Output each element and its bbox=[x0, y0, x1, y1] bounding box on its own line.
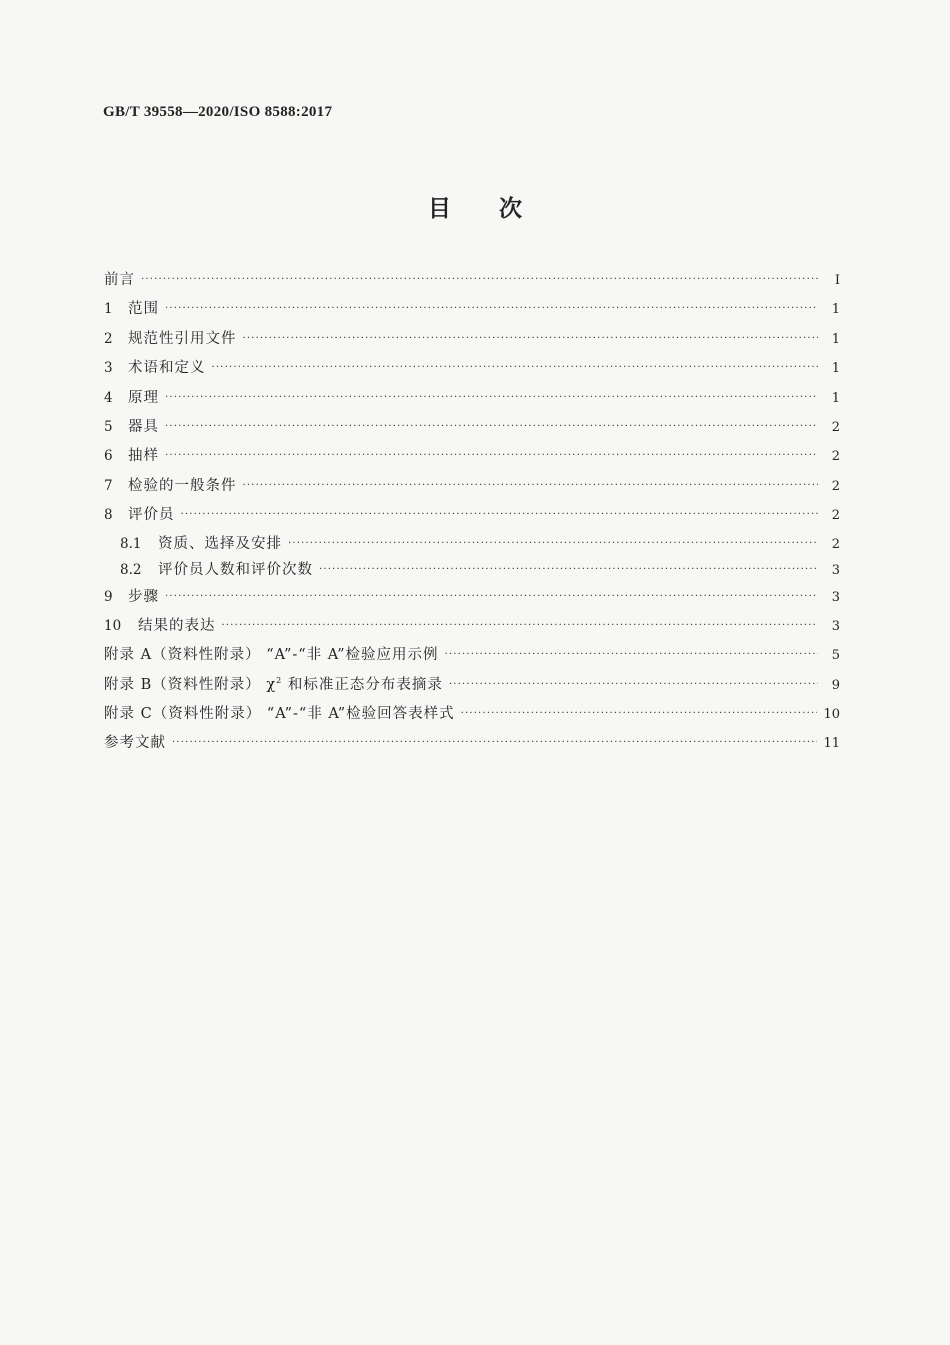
toc-label: 范围 bbox=[128, 301, 159, 318]
toc-label: 资质、选择及安排 bbox=[158, 535, 282, 552]
toc-page-number: 3 bbox=[831, 562, 840, 578]
toc-number: 5 bbox=[104, 418, 113, 435]
toc-number: 2 bbox=[104, 330, 113, 347]
toc-leader bbox=[165, 441, 818, 470]
toc-number: 7 bbox=[104, 477, 113, 494]
toc-leader bbox=[212, 353, 819, 382]
toc-leader bbox=[165, 294, 818, 323]
toc-entry-4[interactable] bbox=[104, 384, 840, 413]
toc-page-number: 11 bbox=[823, 736, 840, 752]
toc-label: 前言 bbox=[104, 272, 135, 288]
toc-page-number: 5 bbox=[831, 648, 840, 664]
table-of-contents bbox=[104, 266, 840, 759]
toc-label: 附录 A（资料性附录） “A”-“非 A”检验应用示例 bbox=[104, 647, 439, 664]
toc-number: 6 bbox=[104, 448, 113, 465]
toc-number: 10 bbox=[104, 617, 122, 634]
toc-label: 步骤 bbox=[128, 588, 159, 605]
toc-label: 检验的一般条件 bbox=[128, 477, 237, 494]
toc-label: 评价员 bbox=[128, 507, 175, 524]
title-char-2: 次 bbox=[499, 196, 522, 222]
superscript: 2 bbox=[276, 675, 283, 685]
toc-entry-6[interactable] bbox=[104, 442, 840, 471]
toc-page-number: 3 bbox=[831, 618, 840, 634]
toc-page-number: 1 bbox=[831, 302, 840, 318]
toc-entry-8-1[interactable] bbox=[104, 531, 840, 557]
toc-entry-bibliography[interactable] bbox=[104, 729, 840, 758]
toc-label: 结果的表达 bbox=[138, 617, 216, 634]
toc-leader bbox=[243, 471, 819, 500]
toc-entry-3[interactable] bbox=[104, 354, 840, 383]
toc-entry-annex-a[interactable] bbox=[104, 641, 840, 670]
toc-number: 3 bbox=[104, 360, 113, 377]
toc-entry-2[interactable] bbox=[104, 325, 840, 354]
toc-number: 8.2 bbox=[120, 561, 142, 578]
toc-page-number: 2 bbox=[831, 419, 840, 435]
title-char-1: 目 bbox=[428, 196, 451, 222]
toc-label: 原理 bbox=[128, 389, 159, 406]
toc-page-number: 1 bbox=[831, 361, 840, 377]
toc-label-prefix: 附录 B（资料性附录） χ bbox=[104, 676, 277, 693]
toc-entry-1[interactable] bbox=[104, 295, 840, 324]
toc-label: 规范性引用文件 bbox=[128, 330, 237, 347]
toc-number: 8 bbox=[104, 507, 113, 524]
toc-page-number: 10 bbox=[823, 707, 840, 723]
toc-leader bbox=[172, 728, 817, 757]
toc-entry-5[interactable] bbox=[104, 413, 840, 442]
toc-page-number: 2 bbox=[831, 449, 840, 465]
toc-label bbox=[104, 671, 443, 700]
standard-code: GB/T 39558—2020/ISO 8588:2017 bbox=[103, 104, 333, 120]
toc-page-number: 1 bbox=[831, 331, 840, 347]
toc-leader bbox=[461, 699, 818, 728]
toc-entry-8-2[interactable] bbox=[104, 557, 840, 583]
toc-leader bbox=[165, 582, 818, 611]
toc-leader bbox=[243, 324, 819, 353]
toc-page-number: 2 bbox=[831, 536, 840, 552]
toc-label: 抽样 bbox=[128, 448, 159, 465]
toc-page-number: 9 bbox=[831, 677, 840, 693]
toc-leader bbox=[445, 640, 818, 669]
toc-page-number: 2 bbox=[831, 508, 840, 524]
toc-label: 评价员人数和评价次数 bbox=[158, 561, 313, 578]
toc-leader bbox=[222, 611, 819, 640]
toc-leader bbox=[165, 383, 818, 412]
toc-entry-10[interactable] bbox=[104, 612, 840, 641]
toc-leader bbox=[319, 557, 818, 583]
toc-entry-foreword[interactable] bbox=[104, 266, 840, 295]
toc-leader bbox=[288, 531, 818, 557]
toc-entry-7[interactable] bbox=[104, 472, 840, 501]
toc-label: 参考文献 bbox=[104, 735, 166, 752]
toc-page-number: I bbox=[834, 273, 840, 288]
toc-number: 4 bbox=[104, 389, 113, 406]
toc-entry-9[interactable] bbox=[104, 583, 840, 612]
toc-leader bbox=[165, 412, 818, 441]
toc-entry-annex-c[interactable] bbox=[104, 700, 840, 729]
toc-page-number: 2 bbox=[831, 478, 840, 494]
toc-entry-8[interactable] bbox=[104, 501, 840, 530]
toc-entry-annex-b[interactable] bbox=[104, 671, 840, 700]
page-title bbox=[0, 190, 950, 223]
toc-leader bbox=[181, 500, 819, 529]
toc-number: 8.1 bbox=[120, 535, 142, 552]
toc-number: 1 bbox=[104, 301, 113, 318]
toc-label: 附录 C（资料性附录） “A”-“非 A”检验回答表样式 bbox=[104, 706, 455, 723]
toc-page-number: 1 bbox=[831, 390, 840, 406]
toc-label: 器具 bbox=[128, 418, 159, 435]
toc-number: 9 bbox=[104, 588, 113, 605]
toc-leader bbox=[449, 670, 818, 699]
toc-label: 术语和定义 bbox=[128, 360, 206, 377]
toc-page-number: 3 bbox=[831, 589, 840, 605]
toc-label-suffix: 和标准正态分布表摘录 bbox=[282, 676, 443, 693]
toc-leader bbox=[141, 265, 818, 294]
